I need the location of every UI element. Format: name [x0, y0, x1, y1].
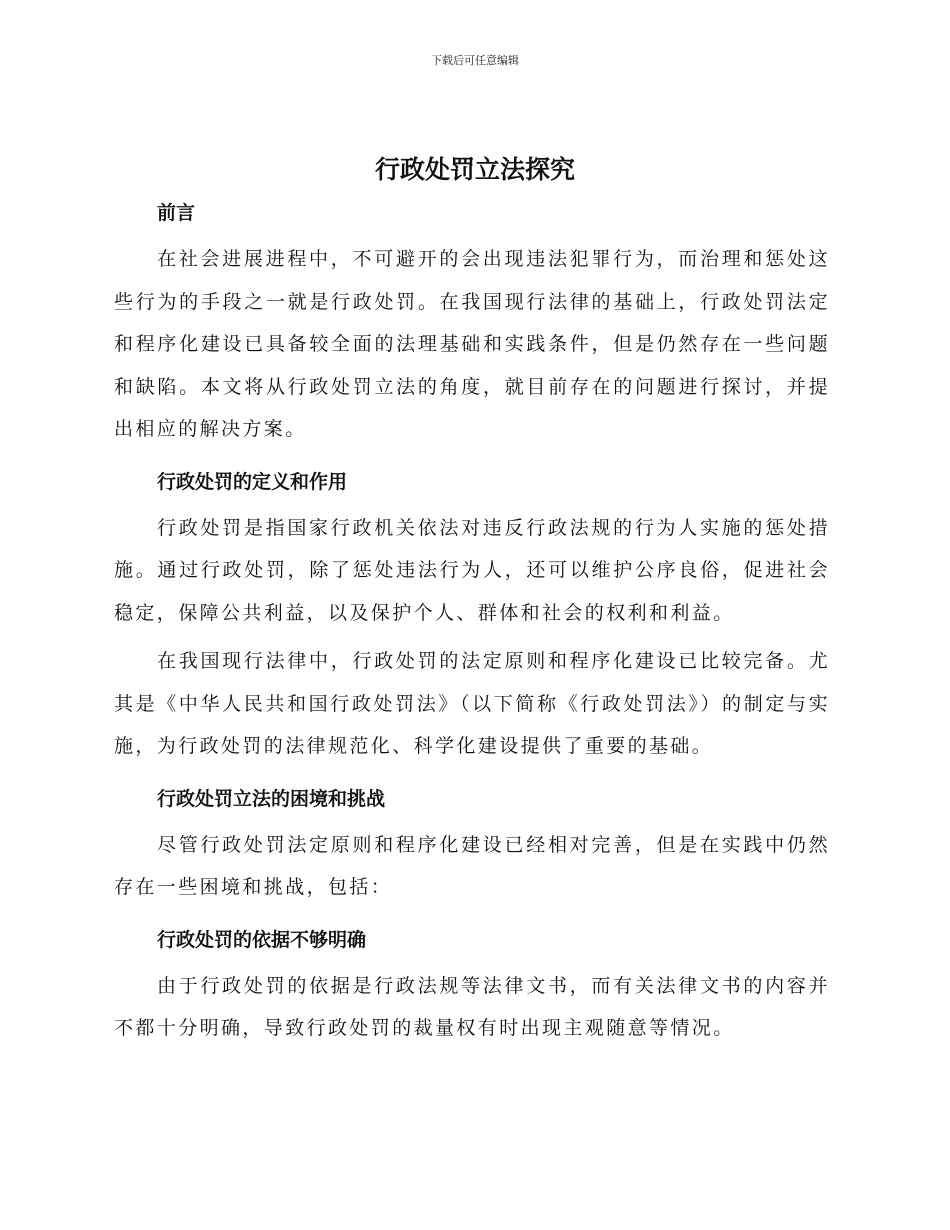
section-heading-challenges: 行政处罚立法的困境和挑战: [157, 787, 386, 810]
paragraph-current-law: 在我国现行法律中，行政处罚的法定原则和程序化建设已比较完备。尤其是《中华人民共和国行政处罚法》（以下简称《行政处罚法》）的制定与实施，为行政处罚的法律规范化、科学化建设提供了重要的基础。: [114, 650, 830, 757]
document-title: 行政处罚立法探究: [374, 155, 575, 184]
document-body: [114, 196, 830, 1050]
section-heading-definition: 行政处罚的定义和作用: [157, 470, 348, 493]
section-heading-preface: 前言: [157, 202, 196, 224]
page-header-note: 下载后可任意编辑: [431, 54, 519, 67]
section-heading-unclear-basis: 行政处罚的依据不够明确: [157, 928, 367, 951]
paragraph-challenges: 尽管行政处罚法定原则和程序化建设已经相对完善，但是在实践中仍然存在一些困境和挑战，包括：: [114, 833, 830, 898]
paragraph-definition: 行政处罚是指国家行政机关依法对违反行政法规的行为人实施的惩处措施。通过行政处罚，除了惩处违法行为人，还可以维护公序良俗，促进社会稳定，保障公共利益，以及保护个人、群体和社会的权利和利益。: [114, 516, 830, 624]
paragraph-unclear-basis: 由于行政处罚的依据是行政法规等法律文书，而有关法律文书的内容并不都十分明确，导致行政处罚的裁量权有时出现主观随意等情况。: [114, 974, 830, 1039]
paragraph-preface: 在社会进展进程中，不可避开的会出现违法犯罪行为，而治理和惩处这些行为的手段之一就是行政处罚。在我国现行法律的基础上，行政处罚法定和程序化建设已具备较全面的法理基础和实践条件，但是仍然存在一些问题和缺陷。本文将从行政处罚立法的角度，就目前存在的问题进行探讨，并提出相应的解决方案。: [114, 248, 830, 440]
